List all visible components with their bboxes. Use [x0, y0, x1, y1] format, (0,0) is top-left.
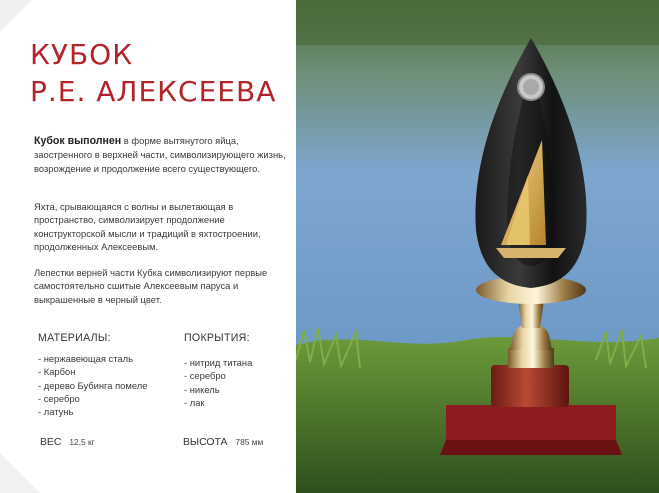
coating-item: - никель [184, 383, 220, 395]
description-paragraph-1 [34, 134, 286, 175]
weight-label: ВЕС [40, 437, 62, 448]
coating-item: - серебро [184, 370, 226, 382]
coating-item: - лак [184, 396, 205, 408]
corner-decoration-top [0, 0, 32, 32]
title-line-2: Р.Е. АЛЕКСЕЕВА [30, 75, 277, 108]
weight-spec [40, 437, 95, 448]
description-paragraph-2: Яхта, срывающаяся с волны и вылетающая в пространство, символизирует продолжение конструкторской мысли и традиций в яхтостроении, продолженных Алексеевым. [34, 201, 261, 252]
coatings-heading: ПОКРЫТИЯ: [184, 332, 250, 344]
coatings-list [184, 356, 252, 409]
material-item: - Карбон [38, 366, 76, 378]
title-line-1: КУБОК [30, 38, 134, 71]
height-label: ВЫСОТА [183, 437, 228, 448]
material-item: - серебро [38, 392, 80, 404]
material-item: - дерево Бубинга помеле [38, 379, 148, 391]
trophy-photo [296, 0, 659, 493]
page-title [30, 36, 276, 110]
height-value: 785 мм [235, 437, 264, 447]
coating-item: - нитрид титана [184, 357, 253, 368]
description-paragraph-3: Лепестки верней части Кубка символизируют первые самостоятельно сшитые Алексеевым паруса и выкрашенные в черный цвет. [34, 267, 268, 305]
corner-decoration-bottom [0, 453, 40, 493]
materials-list [38, 352, 147, 418]
trophy-illustration [296, 0, 659, 493]
height-spec [183, 437, 263, 448]
material-item: - латунь [38, 406, 74, 418]
materials-heading: МАТЕРИАЛЫ: [38, 332, 111, 344]
description-lead: Кубок выполнен [34, 135, 122, 147]
weight-value: 12,5 кг [69, 437, 95, 447]
description-paragraph-1-text: в форме вытянутого яйца, заостренного в верхней части, символизирующего жизнь, возрождение и продолжение всего существующего. [34, 135, 286, 174]
material-item: - нержавеющая сталь [38, 353, 133, 364]
